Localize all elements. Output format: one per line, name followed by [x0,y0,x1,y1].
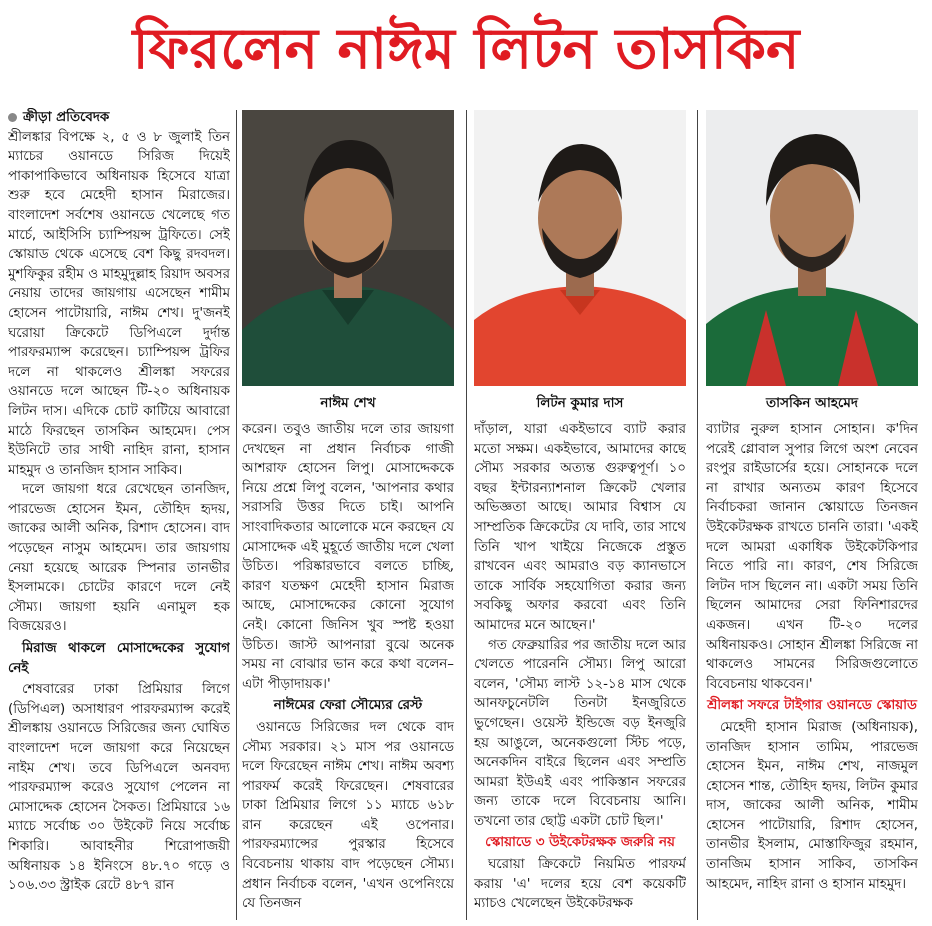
byline [8,108,230,128]
subheading: মিরাজ থাকলে মোসাদ্দেকের সুযোগ নেই [8,641,230,676]
paragraph: দাঁড়াল, যারা একইভাবে ব্যাট করার মতো সক্ষম। একইভাবে, আমাদের কাছে সৌম্য সরকার অত্যন্ত গুরুত্বপূর্ণ। ১০ বছর ইন্টারন্যাশনাল ক্রিকেট খেলার অভিজ্ঞতা আছে। আমার বিশ্বাস যে সাম্প্রতিক ক্রিকেটের যে দাবি, তার সাথে তিনি খাপ খাইয়ে নিজেকে প্রস্তুত রাখবেন এবং আমরাও বড় ক্যানভাসে তাকে সার্বিক সহযোগিতা করার জন্য সবকিছু অফার করবো এবং তিনি আমাদের মনে আছেন।' [474,422,686,633]
player-photo-taskin [706,110,918,386]
player-photo-naim [242,110,454,386]
paragraph: শ্রীলঙ্কার বিপক্ষে ২, ৫ ও ৮ জুলাই তিন ম্যাচের ওয়ানডে সিরিজ দিয়েই পাকাপাকিভাবে অধিনায়ক হিসেবে যাত্রা শুরু হবে মেহেদী হাসান মিরাজের। বাংলাদেশ সর্বশেষ ওয়ানডে খেলেছে গত মার্চে, আইসিসি চ্যাম্পিয়ন্স ট্রফিতে। সেই স্কোয়াড থেকে এসেছে বেশ কিছু রদবদল। মুশফিকুর রহীম ও মাহমুদুল্লাহ রিয়াদ অবসর নেয়ায় তাদের জায়গায় এসেছেন শামীম হোসেন পাটোয়ারি, নাঈম শেখ। দু'জনই ঘরোয়া ক্রিকেটে ডিপিএলে দুর্দান্ত পারফরম্যান্স করেছেন। চ্যাম্পিয়ন্স ট্রফির দলে না থাকলেও শ্রীলঙ্কা সফরের ওয়ানডে দলে আছেন টি-২০ অধিনায়ক লিটন দাস। এদিকে চোট কাটিয়ে আবারো মাঠে ফিরছেন তাসকিন আহমেদ। পেস ইউনিটে তার সাথী নাহিদ রানা, হাসান মাহমুদ ও তানজিদ হাসান সাকিব। [8,129,230,478]
headline: ফিরলেন নাঈম লিটন তাসকিন [132,17,800,82]
subheading: নাঈমের ফেরা সৌম্যের রেস্ট [273,698,423,714]
column-divider [466,110,467,920]
paragraph: ঘরোয়া ক্রিকেটে নিয়মিত পারফর্ম করায় 'এ' দলের হয়ে বেশ কয়েকটি ম্যাচও খেলেছেন উইকেটরক্ষক [474,857,686,912]
column-3 [474,420,686,920]
paragraph: শেষবারের ঢাকা প্রিমিয়ার লিগে (ডিপিএল) অসাধারণ পারফরম্যান্স করেই শ্রীলঙ্কায় ওয়ানডে সিরিজের জন্য ঘোষিত বাংলাদেশ দলে জায়গা করে নিয়েছেন নাইম শেখ। তবে ডিপিএলে অনবদ্য পারফরম্যান্স করেও সুযোগ পেলেন না মোসাদ্দেক হোসেন সৈকত। প্রিমিয়ারে ১৬ ম্যাচে সর্বোচ্চ ৩০ উইকেট নিয়ে সর্বোচ্চ শিকারি। আবাহনীর শিরোপাজয়ী অধিনায়ক ১৪ ইনিংসে ৪৮.৭০ গড়ে ও ১০৬.৩৩ স্ট্রাইক রেটে ৪৮৭ রান [8,682,230,894]
photo-caption: লিটন কুমার দাস [536,395,624,411]
paragraph: মেহেদী হাসান মিরাজ (অধিনায়ক), তানজিদ হাসান তামিম, পারভেজ হোসেন ইমন, নাঈম শেখ, নাজমুল হোসেন শান্ত, তৌহিদ হৃদয়, লিটন কুমার দাস, জাকের আলী অনিক, শামীম হোসেন পাটোয়ারি, রিশাদ হোসেন, তানভীর ইসলাম, মোস্তাফিজুর রহমান, তানজিম হাসান সাকিব, তাসকিন আহমেদ, নাহিদ রানা ও হাসান মাহমুদ। [706,719,918,892]
player-photo-liton [474,110,686,386]
column-4 [706,420,918,920]
paragraph: ওয়ানডে সিরিজের দল থেকে বাদ সৌম্য সরকার। ২১ মাস পর ওয়ানডে দলে ফিরেছেন নাঈম শেখ। নাঈম অবশ্য পারফর্ম করেই ফিরেছেন। শেষবারের ঢাকা প্রিমিয়ার লিগে ১১ ম্যাচে ৬১৮ রান করেছেন এই ওপেনার। পারফরম্যান্সের পুরস্কার হিসেবে বিবেচনায় থাকায় বাদ পড়েছেন সৌম্য। প্রধান নির্বাচক বলেন, 'এখন ওপেনিংয়ে যে তিনজন [242,719,454,912]
photo-caption: তাসকিন আহমেদ [766,395,858,411]
column-divider [236,110,237,920]
paragraph: করেন। তবুও জাতীয় দলে তার জায়গা দেখছেন না প্রধান নির্বাচক গাজী আশরাফ হোসেন লিপু। মোসাদ্দেককে নিয়ে প্রশ্নে লিপু বলেন, 'আপনার কথার সরাসরি উত্তর দিতে চাই। আপনি সাংবাদিকতার আলোকে মনে করছেন যে মোসাদ্দেক এই মুহূর্তে জাতীয় দলে খেলা উচিত। পরিষ্কারভাবে বলতে চাচ্ছি, কারণ যতক্ষণ মেহেদী হাসান মিরাজ আছে, মোসাদ্দেকের কোনো সুযোগ নেই। কোনো জিনিস খুব স্পষ্ট হওয়া উচিত। জাস্ট আপনারা বুঝে অনেক সময় না বোঝার ভান করে কথা বলেন– এটা পীড়াদায়ক।' [242,422,454,692]
paragraph: গত ফেব্রুয়ারির পর জাতীয় দলে আর খেলতে পারেননি সৌম্য। লিপু আরো বলেন, 'সৌম্য লাস্ট ১২-১৪ মাস থেকে আনফচুনেটলি তিনটা ইনজুরিতে ভুগেছেন। ওয়েস্ট ইন্ডিজে বড় ইনজুরি হয় আঙুলে, অনেকগুলো স্টিচ পড়ে, অনেকদিন বাইরে ছিলেন এবং সম্প্রতি আমরা ইউএই এবং পাকিস্তান সফরের জন্য তাকে দলে বিবেচনায় আনি। তখনো তার ছোট্ট একটা চোট ছিল।' [474,637,686,829]
subheading: শ্রীলঙ্কা সফরে টাইগার ওয়ানডে স্কোয়াড [707,698,917,714]
paragraph: দলে জায়গা ধরে রেখেছেন তানজিদ, পারভেজ হোসেন ইমন, তৌহিদ হৃদয়, জাকের আলী অনিক, রিশাদ হোসেন। বাদ পড়েছেন নাসুম আহমেদ। তার জায়গায় নেয়া হয়েছে আরেক স্পিনার তানভীর ইসলামকে। চোটের কারণে দলে নেই সৌম্য। জায়গা হয়নি এনামুল হক বিজয়েরও। [8,482,230,635]
subheading: স্কোয়াডে ৩ উইকেটরক্ষক জরুরি নয় [485,835,675,851]
paragraph: ব্যাটার নুরুল হাসান সোহান। ক'দিন পরেই গ্লোবাল সুপার লিগে অংশ নেবেন রংপুর রাইডার্সের হয়ে। সোহানকে দলে না রাখার অন্যতম কারণ হিসেবে নির্বাচকরা জানান স্কোয়াডে তিনজন উইকেটরক্ষক রাখতে চাননি তারা। 'একই দলে আমরা একাধিক উইকেটকিপার নিতে পারি না। কারণ, শেষ সিরিজে লিটন দাস ছিলেন না। একটা সময় তিনি ছিলেন আমাদের সেরা ফিনিশারদের একজন। এখন টি-২০ দলের অধিনায়কও। সোহান শ্রীলঙ্কা সিরিজে না থাকলেও সামনের সিরিজগুলোতে বিবেচনায় থাকবেন।' [706,422,918,692]
bullet-icon [8,113,17,122]
byline-text: ক্রীড়া প্রতিবেদক [23,110,110,125]
column-divider [697,110,698,920]
column-2 [242,420,454,920]
column-1 [8,108,230,920]
photo-caption: নাঈম শেখ [320,395,376,411]
